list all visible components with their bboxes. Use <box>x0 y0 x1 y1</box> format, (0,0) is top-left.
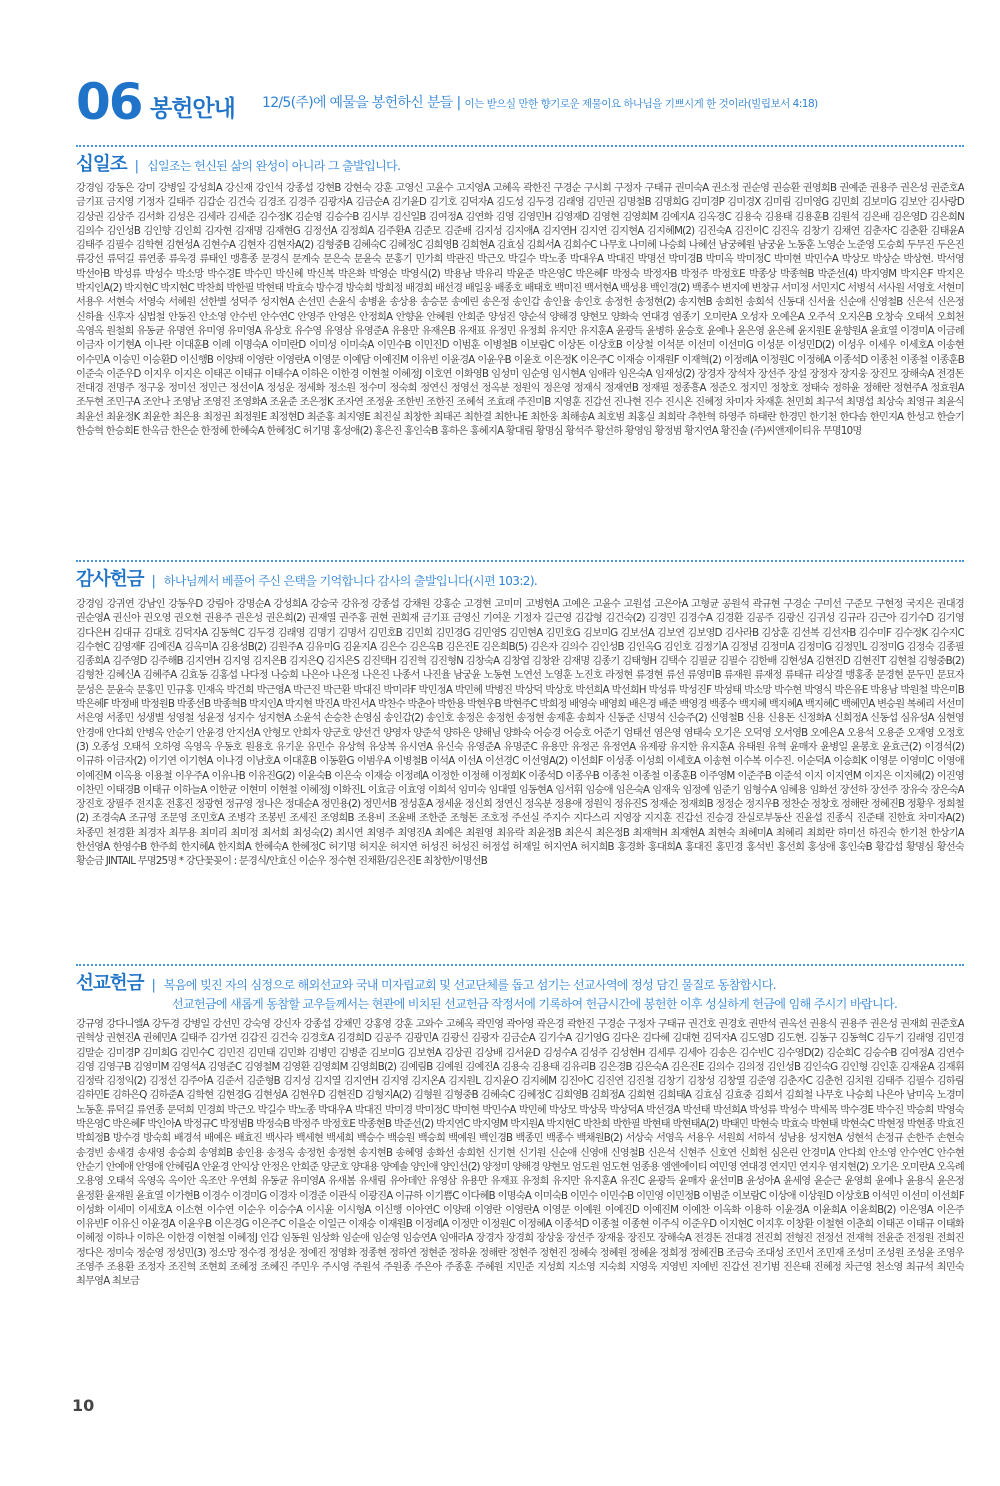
section-bar: | <box>151 978 156 993</box>
section-bar: | <box>151 574 156 589</box>
section-title: 감사헌금 <box>76 569 144 590</box>
donor-list-thanks: 강경임 강귀연 강남인 강동우D 강림아 강명순A 강성희A 강승국 강유정 강종섭 강채원 강홍순 고경현 고미미 고병현A 고예은 고윤수 고원섭 고은아A 고형균 공원석 곽규현 구경순 구미선 구준모 구현정 국지은 권대경 권순영A 권신아 권오영 권오현 권용주 권은성 권은희(2) 권재열 권주홍 권현 권희재 금기표 금영신 기여운 기정자 길근영 김갑형 김건숙(2) 김경민 김경수A 김경환 김공주 김광신 김귀성 김규라 김근아 김기수D 김기영 김다은H 김대규 김대호 김덕자A 김동혁C 김두경 김래영 김명기 김명서 김민호B 김민희 김민경G 김민영S 김민현A 김민호G 김보미G 김보선A 김보연 김보영D 김사라B 김상훈 김선복 김선자B 김수미F 김수정K 김수지C 김수현C 김영재F 김예진A 김옥미A 김용성B(2) 김원주A 김유미G 김윤지A 김은수 김은옥B 김은진E 김은희B(5) 김은자 김의수 김인성B 김인옥G 김인호 김정기A 김정념 김정미A 김정미G 김정민L 김정미G 김정숙 김종필 김종희A 김주영D 김주해B 김지연H 김지영 김지은B 김지은Q 김지은S 김진택H 김진혁 김진형N 김창숙A 김창엽 김창완 김재명 김종기 김태형H 김택수 김필균 김필수 김한배 김현성A 김현진D 김현진T 김현철 김형중B(2) 김형찬 김혜신A 김혜주A 김효동 김홍섭 나다정 나승희 나은아 나은정 나은진 나종서 나진율 남궁윤 노동현 노연선 노영훈 노진호 라정현 류경현 류선 류영미B 류재원 류재정 류태규 리상결 맹홍종 문경현 문두민 문묘자 문성은 문윤숙 문홍민 민규홍 민재옥 박건희 박근영A 박근진 박근환 박대진 박미라F 박민정A 박민혜 박병진 박상덕 박상호 박선희A 박선희H 박성류 박성진F 박성태 박소망 박수현 박영식 박은유E 박용남 박원철 박은미B 박은혜F 박정배 박정원B 박종선B 박종혁B 박지인A 박지현 박진A 박진서A 박찬수 박춘아 박한용 박현우B 박현주C 박희정 배영숙 배영희 배은경 배준 백영경 백종수 백지혜 백지혜A 백지혜C 백혜민A 변승원 복혜리 서선미 서은영 서종민 성생별 성영철 성윤정 성지수 성지현A 소윤석 손승찬 손영심 송인갑(2) 송인호 송정은 송정헌 송정현 송제훈 송희자 신동준 신명석 신승주(2) 신영철B 신용 신용돈 신정화A 신희정A 신동섭 심유성A 심현영 안경애 안다희 안병옥 안순기 안윤경 안지선A 안형모 안희자 양군호 양선건 양영자 양준석 양하은 양해님 양화숙 어승경 어승호 어준기 엄태선 염은영 염태숙 오기은 오덕영 오서영B 오예은A 오용석 오용준 오재영 오정호(3) 오종성 오태석 오하영 옥영옥 우동호 원용호 유기운 유민수 유상혁 유상복 유시연A 유신숙 유영준A 유명준C 유용만 유정곤 유정연A 유제광 유지한 유지훈A 유태원 유혁 윤매자 윤병일 윤봉호 윤효근(2) 이경석(2) 이규하 이금자(2) 이기연 이기현A 이나경 이남호A 이대훈B 이동환G 이범우A 이병철B 이석A 이선A 이선경C 이선영A(2) 이선희F 이성종 이성희 이세호A 이송현 이수복 이수진. 이순덕A 이승희K 이영문 이영미C 이영애 이예진M 이옥용 이용철 이우주A 이유나B 이유진G(2) 이윤숙B 이은숙 이재승 이정례A 이정한 이정해 이정희K 이종석D 이종우B 이종천 이종철 이종훈B 이주영M 이준주B 이준석 이지 이지연M 이지은 이지혜(2) 이진영 이찬민 이태경B 이태규 이하늘A 이한균 이현미 이현철 이혜정J 이화진L 이효금 이효영 이희석 임미숙 임대열 임동현A 임서휘 임승애 임은숙A 임재욱 임정예 임준기 임형수A 임혜용 임화선 장선하 장선주 장유숙 장은숙A 장진호 장필주 전지훈 전홍진 정광현 정규영 정나은 정대순A 정민용(2) 정민서B 정성훈A 정세윤 정신희 정연신 정옥분 정용애 정원익 정유진S 정재순 정재희B 정정순 정지우B 정찬순 정창호 정해란 정혜진B 정황우 정희철(2) 조경숙A 조규영 조문영 조민호A 조병각 조봉빈 조세진 조영희B 조용비 조윤배 조한준 조형돈 조호정 주선실 주지수 지다스리 지영장 지지훈 진갑선 진승경 잔실로부동산 진윤섭 진종식 진준태 진한효 차미자A(2) 차종민 천경환 최경자 최무용 최미리 최미정 최서희 최성숙(2) 최시연 최영주 최영진A 최예은 최원영 최유락 최윤정B 최은식 최은정B 최재혁H 최재현A 최현숙 최혜미A 최혜리 최희란 하미선 하진숙 한기천 한상기A 한선영A 한영수B 한주희 한지혜A 한지희A 한혜숙A 한혜정C 허기명 허지운 허지연 허성진 허성진 허정섭 허재일 허지연A 허지희B 홍경화 홍대희A 홍대진 홍민경 홍석빈 홍선희 홍성애 홍인숙B 황갑섭 황명심 황선숙 황순금 JINTAIL 무명25명 * 강단꽃꽂이 : 문경식/안효신 이순우 정수현 진채환/김은진E 최창한/이명선B <box>76 599 964 868</box>
page-subtitle <box>262 92 818 112</box>
section-number: 06 <box>76 73 142 131</box>
page-number: 10 <box>72 1396 95 1415</box>
donor-list-tithe: 강경임 강동은 강미 강병일 강성희A 강신재 강인석 강종섭 강현B 강현숙 강훈 고영신 고윤수 고지영A 고혜옥 곽한진 구경순 구시회 구정자 구태규 권미숙A 권소정 권순영 권승환 권영희B 권예준 권용주 권은성 권준호A 금기표 금지영 기정자 길태주 김갑순 김건숙 김경조 김경주 김광자A 김금순A 김기윤D 김기호 김덕자A 김도성 김두경 김래영 김민권 김명철B 김명희G 김미경P 김미경X 김미림 김미영G 김민희 김보미G 김보안 김사랑D 김상권 김상주 김서화 김성은 김세라 김세준 김수정K 김순영 김승수B 김시부 김신일B 김여정A 김연화 김영 김영민H 김영재D 김영현 김영희M 김예지A 김옥경C 김용숙 김용태 김용훈B 김원석 김은배 김은영D 김은희N 김의수 김인성B 김인향 김인희 김자현 김재명 김재현G 김정선A 김정희A 김주환A 김준모 김준배 김지성 김지애A 김지연H 김지연 김지현A 김지혜M(2) 김진숙A 김진이C 김진옥 김창기 김채연 김춘자C 김춘환 김태윤A 김태주 김필수 김학현 김현성A 김현수A 김현자 김현자A(2) 김형중B 김혜숙C 김혜정C 김희영B 김희현A 김효심 김희서A 김희수C 나무호 나미혜 나승희 나혜선 남궁혜원 남궁윤 노동훈 노영순 노준영 도승희 두무진 두은진 류강선 류덕길 류연종 류욱경 류태인 맹흥종 문경식 문계숙 문은숙 문윤숙 문홍기 민가희 박관진 박근오 박길수 박노종 박대우A 박대진 박명선 박미경B 박미옥 박미정C 박미현 박민수A 박상모 박상순 박상현. 박서영 박선아B 박성류 박성수 박소망 박수경E 박수민 박신혜 박신복 박은화 박영순 박영식(2) 박용남 박유리 박윤준 박은영C 박은혜F 박정숙 박정자B 박정주 박정호E 박종상 박종혁B 박준선(4) 박지영M 박지은F 박지은 박지인A(2) 박지현C 박지현C 박찬희 박한필 박현태 박효숙 방수경 방숙희 방희정 배경희 배선경 배일웅 배종호 배태호 백미진 백서현A 백성용 백인경(2) 백종수 변지예 변창규 서미정 서민지C 서병석 서사원 서영호 서현미 서용우 서현숙 서영숙 서혜원 선한별 성덕주 성지현A 손선민 손윤식 송병윤 송상용 송승문 송예린 송은정 송인갑 송인율 송인호 송정헌 송정현(2) 송지현B 송희헌 송희석 신동대 신서율 신순애 신영철B 신은석 신은정 신하율 신후자 심법철 안동진 안소영 안수빈 안수연C 안영주 안영은 안정희A 안향윤 안혜원 안희준 양성진 양순석 양해경 양현모 양화숙 연대경 염종기 오미란A 오성자 오예은A 오주석 오지은B 오창숙 오태석 오희천 옥영옥 원철희 유동균 유명연 유미영 유미영A 유상호 유수영 유영삼 유영준A 유용만 유재은B 유재표 유정민 유정희 유지만 유지훈A 윤광득 윤병하 윤승호 윤예나 윤은영 윤은혜 윤지원E 윤향원A 윤효열 이경미A 이금례 이금자 이기현A 이나란 이대훈B 이례 이명숙A 이미란D 이미성 이미숙A 이민수B 이민진D 이범훈 이병철B 이보람C 이상돈 이상호B 이상철 이석문 이선미 이선미G 이성문 이성민D(2) 이성우 이세우 이세호A 이송현 이수민A 이승민 이승환D 이신행B 이양래 이영란 이영란A 이영문 이예담 이예진M 이유빈 이윤경A 이윤우B 이윤호 이은정K 이은주C 이재승 이재원F 이재혁(2) 이정례A 이정원C 이정혜A 이종석D 이종천 이종철 이종훈B 이준숙 이준우D 이지우 이지은 이태곤 이태규 이태수A 이하은 이한경 이현철 이혜정J 이호연 이화영B 임성미 임순영 임시현A 임애라 임은숙A 임재성(2) 장경자 장석자 장선주 장설 장정자 장지웅 장진모 장해숙A 전경돈 전대경 전명주 정구웅 정미선 정민근 정선이A 정성운 정세화 정소원 정수미 정숙희 정연신 정영선 정옥분 정원익 정은영 정재식 정재연B 정재필 정종흥A 정준오 정지민 정창호 정태숙 정하윤 정해란 정현주A 정효원A 조두현 조민구A 조안나 조영남 조영진 조영화A 조윤준 조은정K 조자연 조정윤 조한빈 조한진 조혜석 조효래 주진미B 지영훈 진갑선 진나현 진수 진시온 진혜정 차미자 차재훈 천민희 최구석 최명섭 최상숙 최영규 최윤식 최윤선 최윤정K 최윤한 최은용 최정권 최정원E 최정현D 최준홍 최지영E 최진실 최창한 최태곤 최한결 최한나E 최한웅 최해송A 최호범 최홍실 최희락 추한혁 하영주 하태란 한경민 한기천 한다솜 한민지A 한성고 한슬기 한승혁 한승희E 한옥금 한은순 한정혜 한혜숙A 한혜정C 허기명 홍성애(2) 홍은진 홍인숙B 홍하은 홍혜지A 황대림 황명심 황석주 황선하 황영임 황정범 황지연A 황진솔 (주)씨앤제이티유 무명10명 <box>76 183 964 438</box>
section-heading-tithe <box>76 150 400 176</box>
section-heading-mission <box>76 969 964 1011</box>
page-title: 봉헌안내 <box>150 96 235 122</box>
section-title: 십일조 <box>76 154 127 175</box>
section-subtitle-secondary: 선교헌금에 새롭게 동참할 교우들께서는 현관에 비치된 선교헌금 작정서에 기록하여 헌금시간에 봉헌한 이후 성실하게 헌금에 임해 주시기 바랍니다. <box>172 997 898 1011</box>
bible-verse: 이는 받으실 만한 향기로운 제물이요 하나님을 기쁘시게 한 것이라(빌립보서 4:18) <box>464 98 818 110</box>
section-title: 선교헌금 <box>76 973 144 994</box>
offering-date-heading: 12/5(주)에 예물을 봉헌하신 분들 <box>262 95 453 111</box>
section-divider-thanks <box>76 560 964 562</box>
section-divider-tithe <box>76 145 964 147</box>
section-heading-thanks <box>76 565 537 591</box>
subtitle-separator: | <box>456 95 461 111</box>
section-subtitle: 십일조는 헌신된 삶의 완성이 아니라 그 출발입니다. <box>147 159 401 173</box>
section-subtitle: 복음에 빚진 자의 심정으로 해외선교와 국내 미자립교회 및 선교단체를 돕고 섬기는 선교사역에 정성 담긴 물질로 동참합시다. <box>163 978 776 992</box>
section-subtitle: 하나님께서 베풀어 주신 은택을 기억합니다 감사의 출발입니다(시편 103:2). <box>163 574 538 588</box>
donor-list-mission: 강규영 강다니엘A 강두경 강병일 강선민 강숙영 강신자 강종섭 강채민 강홍영 강훈 고와수 고혜옥 곽민영 곽아영 곽은경 곽한진 구경순 구정자 구태규 권건호 권경호 권반석 권옥선 권용식 권용주 권은성 권재희 권준호A 권혁상 권현진A 권혜민A 길태주 김가연 김갑진 김건숙 김경호A 김경희D 김공주 김광민A 김광신 김광자 김금순A 김기수A 김기영G 김다온 김다혜 김대현 김덕자A 김도영D 김도현. 김동구 김동혁C 김두기 김래영 김민경 김말순 김미경P 김미희G 김민수C 김민진 김민태 김민화 김병민 김병준 김보미G 김보현A 김상권 김상배 김서윤D 김성수A 김성주 김성현H 김세루 김세아 김송은 김수빈C 김수영D(2) 김순희C 김승수B 김여정A 김연수 김영 김영구B 김영미M 김영석A 김영준C 김영철M 김영환 김영희M 김영희B(2) 김예림B 김예원 김예진A 김용숙 김용태 김유리B 김은경B 김은숙A 김은진E 김의수 김의정 김인성B 김인숙G 김인형 김인훈 김재윤A 김재휘 김정락 김정익(2) 김정선 김주아A 김준서 김준형B 김지성 김지열 김지연H 김지영 김지온A 김지원L 김지윤O 김지혜M 김진아C 김진연 김진철 김창기 김창성 김창열 김준영 김춘자C 김춘헌 김치원 김태주 김필수 김하림 김하민E 김하은Q 김하준A 김학현 김현경G 김현성A 김현우D 김현진D 김형지A(2) 김형원 김형중B 김혜숙C 김혜정C 김희영B 김희정A 김희현 김희태A 김효심 김효중 김희서 김희철 나무호 나승희 나은아 남미옥 노경미 노동훈 류덕길 류연종 문덕희 민경희 박근오 박길수 박노종 박대우A 박대진 박미경 박미정C 박미현 박민수A 박민혜 박상모 박상묵 박상덕A 박선경A 박선태 박선희A 박성류 박성수 박세목 박수경E 박수진 박승희 박영숙 박은영C 박은혜F 박인아A 박정규C 박정범B 박정숙B 박정주 박정호E 박종현B 박준선(2) 박지연C 박지영M 박지원A 박지현C 박찬희 박한필 박현태 박현태A(2) 박태민 박현숙 박효숙 박현태 박현숙C 박현정 박현종 박효진 박희정B 방수경 방숙희 배경석 배예은 배효진 백사라 백세현 백세희 백승수 백승원 백승희 백예원 백인경B 백종민 백종수 백채원B(2) 서상숙 서영옥 서용우 서원희 서하석 성남용 성지현A 성현석 손정규 손한주 손현숙 송경빈 송새경 송새영 송승희 송영희B 송인용 송정옥 송정헌 송정현 송지현B 송혜영 송화선 송희헌 신기현 신기원 신순애 신영애 신영철B 신은석 신현주 신호연 신희헌 심은린 안경미A 안다희 안소영 안수연C 안수현 안순기 안예애 안영애 안혜림A 안윤경 안익상 안정은 안희준 양군호 양대용 양예솔 양인애 양인선(2) 양정미 양해경 양현모 엄도원 엄도현 엄종용 엠엔에이티 여민영 연대경 연지민 연지우 염지현(2) 오기은 오미란A 오옥례 오용영 오태석 옥영옥 옥이안 옥조안 우연희 유동균 유미영A 유새봄 유새림 유아데안 유영삼 유용만 유재표 유정희 유지만 유지훈A 유진C 윤광득 윤매자 윤선미B 윤성아A 윤세영 윤순근 윤영희 윤예나 윤용식 윤은정 윤정환 윤재원 윤효열 이가현B 이경수 이경미G 이경자 이경준 이관식 이광진A 이규하 이기쁨C 이다혜B 이명숙A 이미숙B 이민수 이민수B 이민영 이민정B 이범준 이보람C 이상애 이상원D 이상호B 이석민 이선미 이선희F 이성화 이세미 이세호A 이소현 이수연 이순우 이승수A 이시윤 이시형A 이신행 이아연C 이양래 이영란 이영란A 이영문 이예원 이예진D 이예진M 이예찬 이옥화 이용하 이윤경A 이윤희A 이윤희B(2) 이은영A 이은주 이유빈F 이유신 이윤경A 이윤우B 이은경G 이은주C 이을순 이일근 이재승 이재원B 이정례A 이정만 이정원C 이정혜A 이종석D 이종철 이종현 이주식 이준우D 이지현C 이지후 이창환 이철현 이춘희 이태곤 이태규 이태화 이혜정 이하나 이하은 이한경 이현철 이혜정J 인갑 임동원 임상화 임순애 임순영 임승연A 임애라A 장경자 장경희 장상웅 장선주 장재웅 장진모 장해숙A 전경돈 전대경 전진희 전형진 전정선 전재혁 전윤준 전정원 전희진 정다은 정미숙 정순영 정성민(3) 정소망 정수경 정성운 정예진 정영화 정종현 정하연 정현준 정하윤 정해란 정현주 정현진 정혜숙 정혜원 정혜윤 정희정 정혜진B 조금숙 조대성 조민서 조민재 조성미 조성원 조성윤 조영우 조영주 조용환 조정자 조진혁 조현희 조혜정 조혜진 주민우 주시영 주원석 주원종 주은아 주종훈 주혜원 지민준 지성희 지소영 지숙희 지영욱 지영빈 지예빈 진갑선 진기범 진은태 진혜정 차근영 천소영 최규석 최민숙 최무영A 최보금 <box>76 1019 964 1288</box>
page-header <box>76 73 956 132</box>
section-bar: | <box>134 159 140 174</box>
section-divider-mission <box>76 964 964 966</box>
